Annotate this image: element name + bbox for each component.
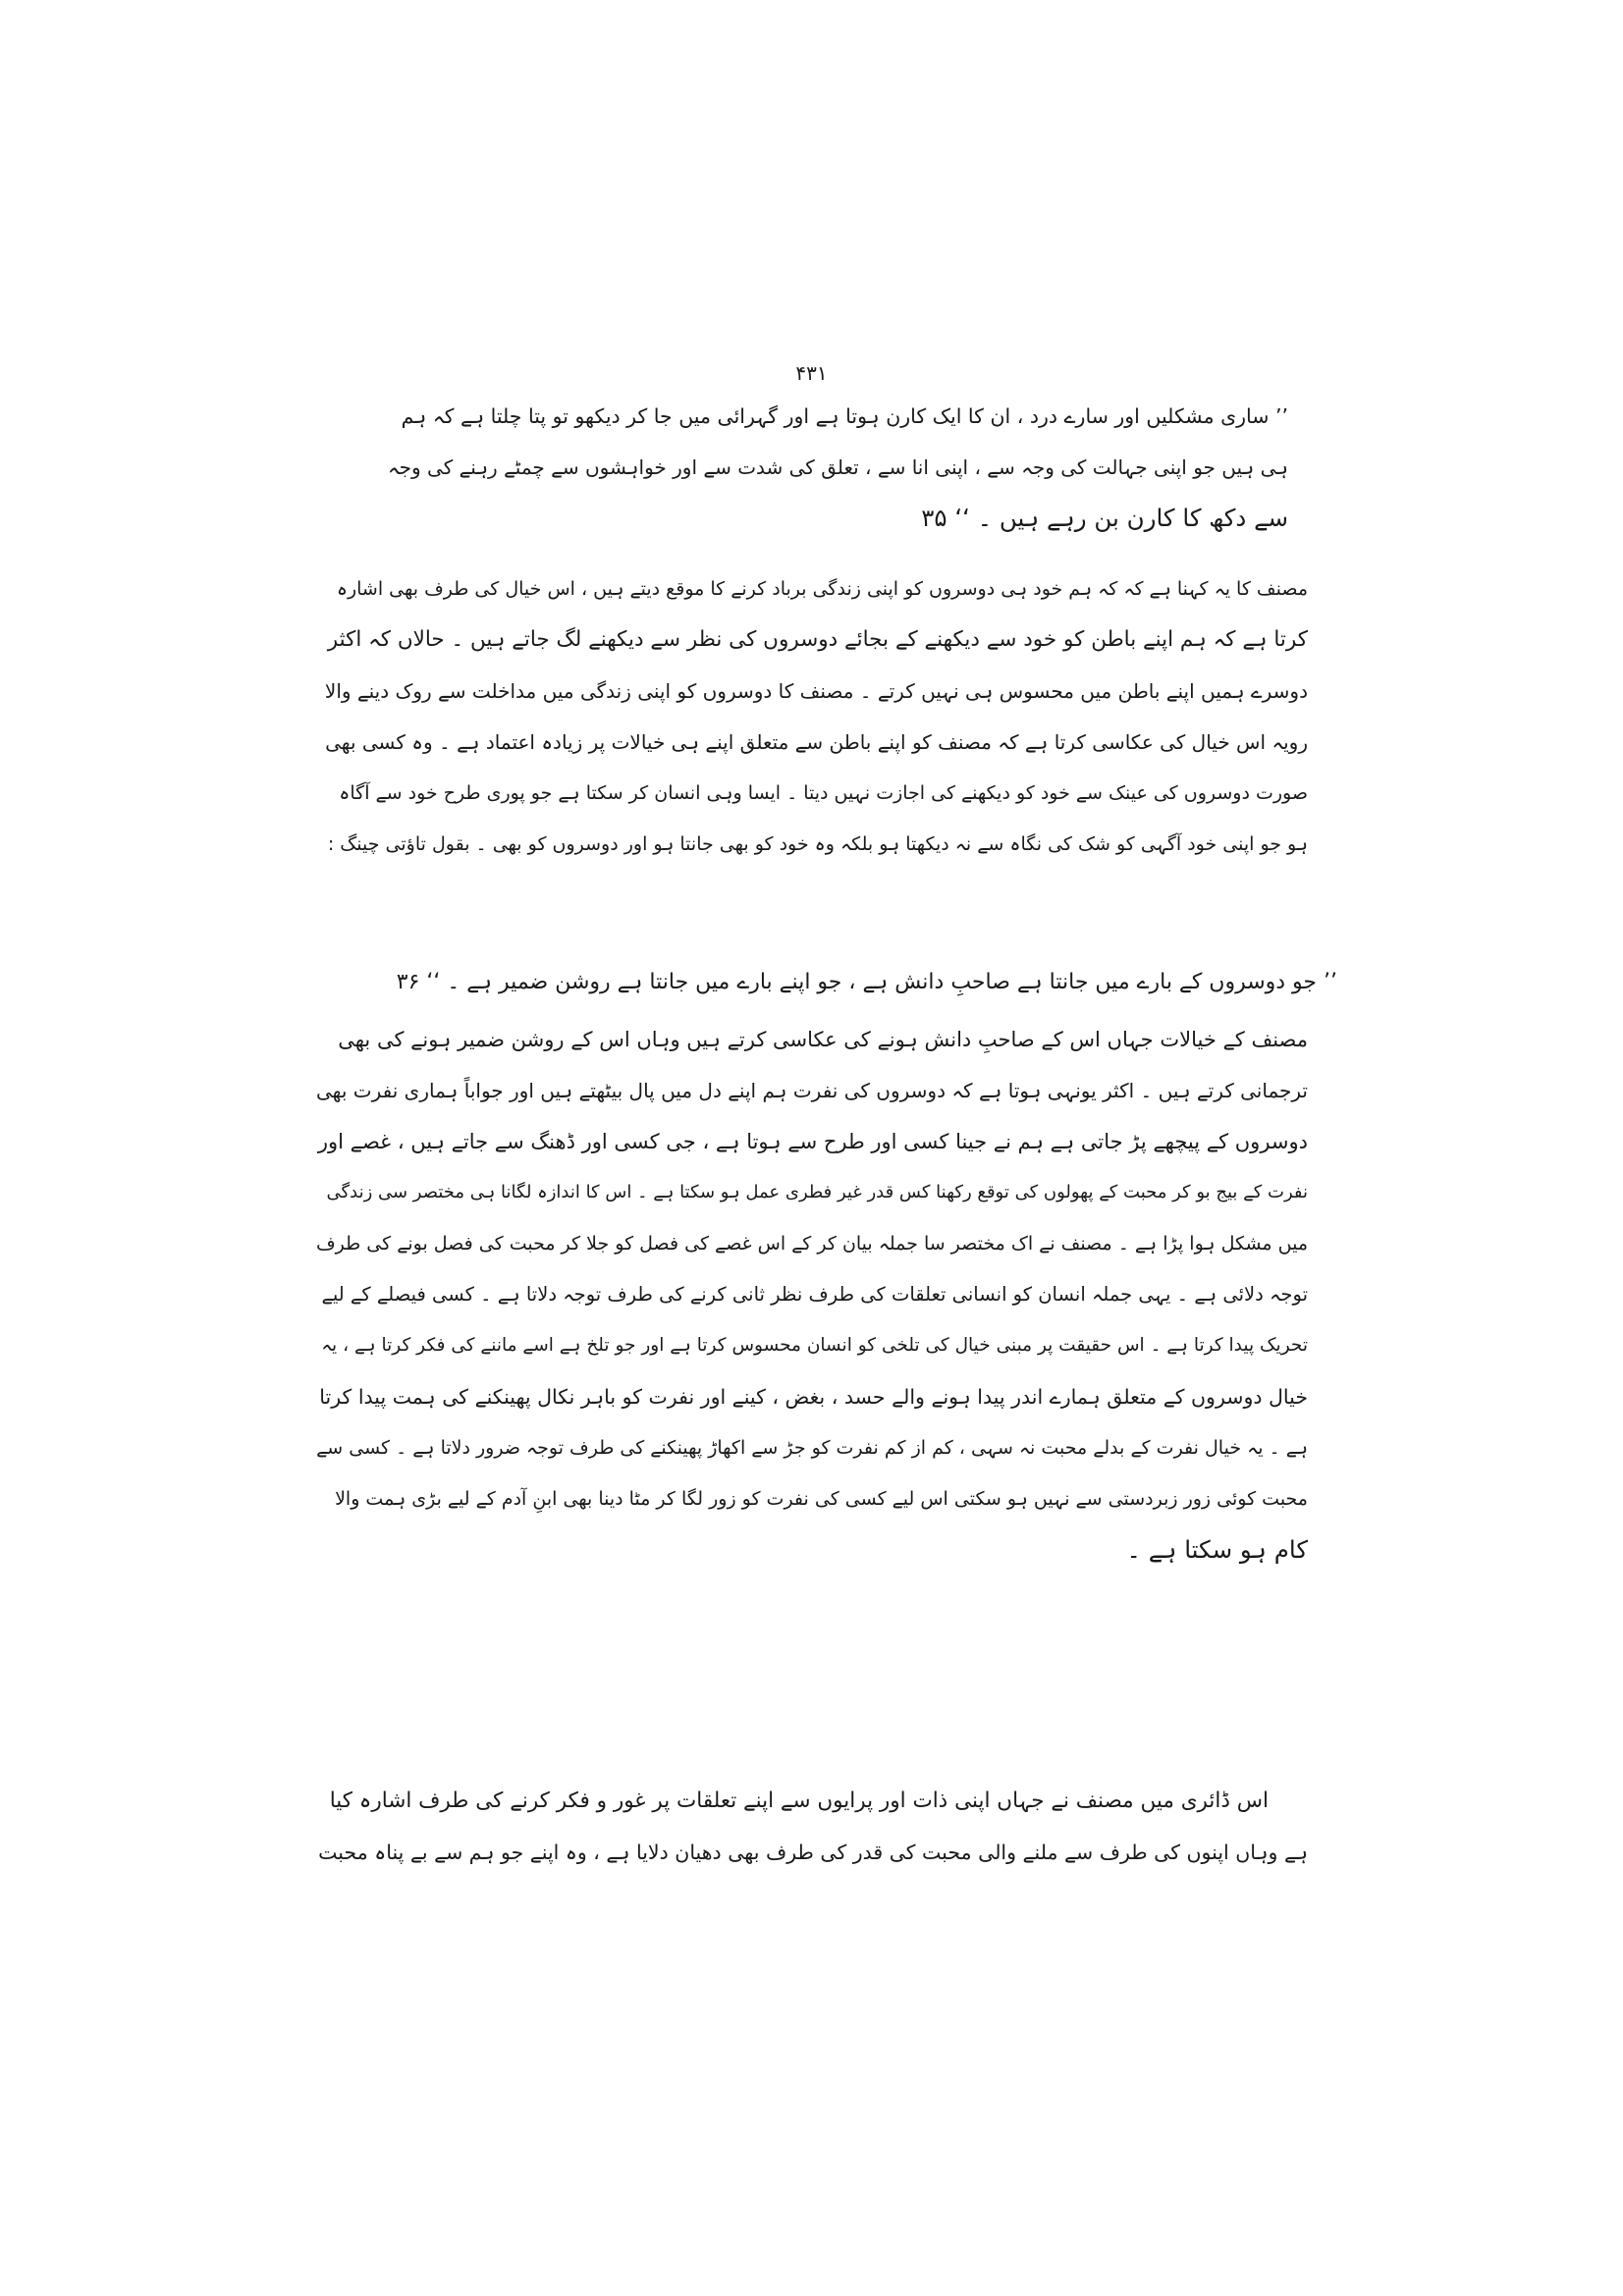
paragraph-line: محبت کوئی زور زبردستی سے نہیں ہو سکتی اس لیے کسی کی نفرت کو زور لگا کر مٹا دینا بھی ابنِ آدم کے لیے بڑی ہمت والا	[335, 1488, 1308, 1510]
block-quote-2	[393, 957, 1337, 1008]
paragraph-line: ہو جو اپنی خود آگہی کو شک کی نگاہ سے نہ دیکھتا ہو بلکہ وہ خود کو بھی جانتا ہو اور دوسروں کو بھی ۔ بقول تاؤتی چینگ :	[327, 833, 1308, 855]
paragraph-line: مصنف کے خیالات جہاں اس کے صاحبِ دانش ہونے کی عکاسی کرتے ہیں وہاں اس کے روشن ضمیر ہونے کی بھی	[338, 1028, 1308, 1051]
paragraph-line: کرتا ہے کہ ہم اپنے باطن کو خود سے دیکھنے کے بجائے دوسروں کی نظر سے دیکھنے لگ جاتے ہیں ۔ حالاں کہ اکثر	[327, 627, 1308, 652]
quote-line: ہی ہیں جو اپنی جہالت کی وجہ سے ، اپنی انا سے ، تعلق کی شدت سے اور خواہشوں سے چمٹے رہنے کی وجہ	[387, 455, 1288, 479]
paragraph-line: ہے وہاں اپنوں کی طرف سے ملنے والی محبت کی قدر کی طرف بھی دھیان دلایا ہے ، وہ اپنے جو ہم سے بے پناہ محبت	[318, 1841, 1308, 1864]
paragraph-line: میں مشکل ہوا پڑا ہے ۔ مصنف نے اک مختصر سا جملہ بیان کر کے اس غصے کی فصل کو جلا کر محبت کی فصل بونے کی طرف	[315, 1233, 1308, 1255]
quote-line: سے دکھ کا کارن بن رہے ہیں ۔ ‘‘ ۳۵	[921, 504, 1288, 532]
paragraph-line: خیال دوسروں کے متعلق ہمارے اندر پیدا ہونے والے حسد ، بغض ، کینے اور نفرت کو باہر نکال پھینکنے کی ہمت پیدا کرتا	[319, 1385, 1308, 1409]
quote-line: ’’ ساری مشکلیں اور سارے درد ، ان کا ایک کارن ہوتا ہے اور گہرائی میں جا کر دیکھو تو پتا چلتا ہے کہ ہم	[401, 404, 1288, 428]
paragraph-line: کام ہو سکتا ہے ۔	[1126, 1535, 1308, 1564]
paragraph-line: توجہ دلائی ہے ۔ یہی جملہ انسان کو انسانی تعلقات کی طرف نظر ثانی کرنے کی طرف توجہ دلاتا ہے ۔ کسی فیصلے کے لیے	[321, 1283, 1308, 1306]
paragraph-line: دوسرے ہمیں اپنے باطن میں محسوس ہی نہیں کرتے ۔ مصنف کا دوسروں کو اپنی زندگی میں مداخلت سے روک دینے والا	[324, 679, 1308, 703]
paragraph-line: ترجمانی کرتے ہیں ۔ اکثر یونہی ہوتا ہے کہ دوسروں کی نفرت ہم اپنے دل میں پال بیٹھتے ہیں اور جواباً ہماری نفرت بھی	[315, 1079, 1308, 1102]
paragraph-line: رویہ اس خیال کی عکاسی کرتا ہے کہ مصنف کو اپنے باطن سے متعلق اپنے ہی خیالات پر زیادہ اعتماد ہے ۔ وہ کسی بھی	[325, 730, 1308, 754]
paragraph-1	[316, 563, 1308, 870]
paragraph-line: اس ڈائری میں مصنف نے جہاں اپنی ذات اور پرایوں سے اپنے تعلقات پر غور و فکر کرنے کی طرف اشارہ کیا	[329, 1789, 1269, 1813]
paragraph-line: دوسروں کے پیچھے پڑ جاتی ہے ہم نے جینا کسی اور طرح سے ہوتا ہے ، جی کسی اور ڈھنگ سے جاتے ہیں ، غصے اور	[317, 1130, 1308, 1153]
block-quote-1	[383, 391, 1288, 544]
paragraph-line: ہے ۔ یہ خیال نفرت کے بدلے محبت نہ سہی ، کم از کم نفرت کو جڑ سے اکھاڑ پھینکنے کی طرف توجہ ضرور دلاتا ہے ۔ کسی سے	[316, 1437, 1308, 1459]
page-number: ۴۳۱	[795, 361, 828, 385]
quote-line: ’’ جو دوسروں کے بارے میں جانتا ہے صاحبِ دانش ہے ، جو اپنے بارے میں جانتا ہے روشن ضمیر ہے ۔ ‘‘ ۳۶	[396, 970, 1337, 994]
paragraph-2	[316, 1014, 1308, 1575]
paragraph-line: نفرت کے بیج بو کر محبت کے پھولوں کی توقع رکھنا کس قدر غیر فطری عمل ہو سکتا ہے ۔ اس کا اندازہ لگانا ہی مختصر سی زندگی	[326, 1182, 1308, 1202]
paragraph-3	[316, 1776, 1308, 1878]
paragraph-line: تحریک پیدا کرتا ہے ۔ اس حقیقت پر مبنی خیال کی تلخی کو انسان محسوس کرتا ہے اور جو تلخ ہے اسے ماننے کی فکر کرتا ہے ، یہ	[321, 1335, 1308, 1356]
paragraph-line: صورت دوسروں کی عینک سے خود کو دیکھنے کی اجازت نہیں دیتا ۔ ایسا وہی انسان کر سکتا ہے جو پوری طرح خود سے آگاہ	[339, 782, 1308, 804]
paragraph-line: مصنف کا یہ کہنا ہے کہ کہ ہم خود ہی دوسروں کو اپنی زندگی برباد کرنے کا موقع دیتے ہیں ، اس خیال کی طرف بھی اشارہ	[336, 578, 1308, 600]
